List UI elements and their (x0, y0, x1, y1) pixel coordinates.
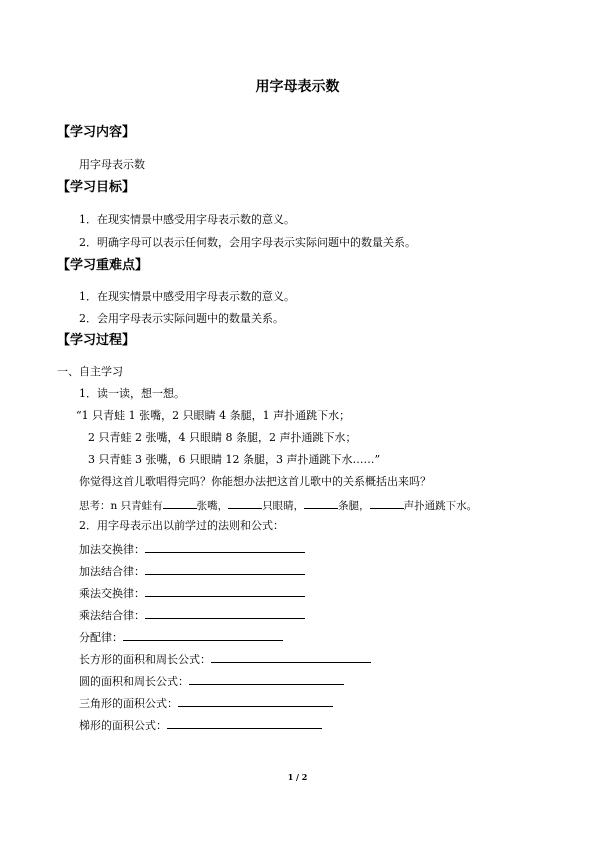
goal-item: 1．在现实情景中感受用字母表示数的意义。 (79, 213, 295, 226)
answer-blank[interactable] (167, 717, 322, 729)
think-prefix: 思考：n 只青蛙有 (79, 500, 163, 512)
think-line (79, 497, 477, 513)
part-heading: 一、自主学习 (57, 365, 123, 378)
song-line: “1 只青蛙 1 张嘴，2 只眼睛 4 条腿，1 声扑通跳下水； (76, 409, 351, 422)
law-line (79, 651, 371, 667)
law-label: 梯形的面积公式： (79, 719, 167, 732)
question-1: 1．读一读，想一想。 (79, 387, 185, 400)
song-line: 3 只青蛙 3 张嘴，6 只眼睛 12 条腿，3 声扑通跳下水……” (88, 453, 381, 466)
law-line (79, 607, 305, 623)
law-label: 乘法交换律： (79, 587, 145, 600)
question-2: 2．用字母表示出以前学过的法则和公式： (79, 519, 284, 532)
law-label: 乘法结合律： (79, 609, 145, 622)
law-label: 长方形的面积和周长公式： (79, 653, 211, 666)
answer-blank[interactable] (145, 585, 305, 597)
law-line (79, 563, 305, 579)
page-number: 1 / 2 (287, 772, 308, 782)
section-heading-process: 【学习过程】 (57, 333, 136, 348)
content-text: 用字母表示数 (79, 158, 145, 171)
answer-blank[interactable] (304, 497, 338, 509)
answer-blank[interactable] (370, 497, 404, 509)
law-label: 加法交换律： (79, 543, 145, 556)
song-line: 2 只青蛙 2 张嘴，4 只眼睛 8 条腿，2 声扑通跳下水； (88, 431, 357, 444)
law-line (79, 695, 333, 711)
think-text: 声扑通跳下水。 (403, 500, 478, 512)
answer-blank[interactable] (178, 695, 333, 707)
law-label: 分配律： (79, 631, 123, 644)
think-text: 张嘴， (196, 500, 229, 512)
law-line (79, 629, 283, 645)
answer-blank[interactable] (228, 497, 262, 509)
section-heading-goals: 【学习目标】 (57, 180, 136, 195)
law-line (79, 717, 322, 733)
answer-blank[interactable] (189, 673, 344, 685)
section-heading-content: 【学习内容】 (57, 125, 136, 140)
section-heading-key-points: 【学习重难点】 (57, 258, 149, 273)
law-line (79, 585, 305, 601)
think-text: 条腿， (338, 500, 370, 512)
answer-blank[interactable] (145, 541, 305, 553)
answer-blank[interactable] (123, 629, 283, 641)
law-label: 加法结合律： (79, 565, 145, 578)
think-text: 只眼睛， (262, 500, 305, 512)
law-line (79, 541, 305, 557)
page-title: 用字母表示数 (255, 79, 340, 95)
goal-item: 2．明确字母可以表示任何数，会用字母表示实际问题中的数量关系。 (79, 236, 416, 249)
answer-blank[interactable] (163, 497, 197, 509)
law-line (79, 673, 344, 689)
answer-blank[interactable] (145, 607, 305, 619)
law-label: 三角形的面积公式： (79, 697, 178, 710)
law-label: 圆的面积和周长公式： (79, 675, 189, 688)
answer-blank[interactable] (211, 651, 371, 663)
key-item: 2．会用字母表示实际问题中的数量关系。 (79, 312, 284, 325)
key-item: 1．在现实情景中感受用字母表示数的意义。 (79, 290, 295, 303)
answer-blank[interactable] (145, 563, 305, 575)
song-question: 你觉得这首儿歌唱得完吗？你能想办法把这首儿歌中的关系概括出来吗？ (79, 475, 431, 488)
